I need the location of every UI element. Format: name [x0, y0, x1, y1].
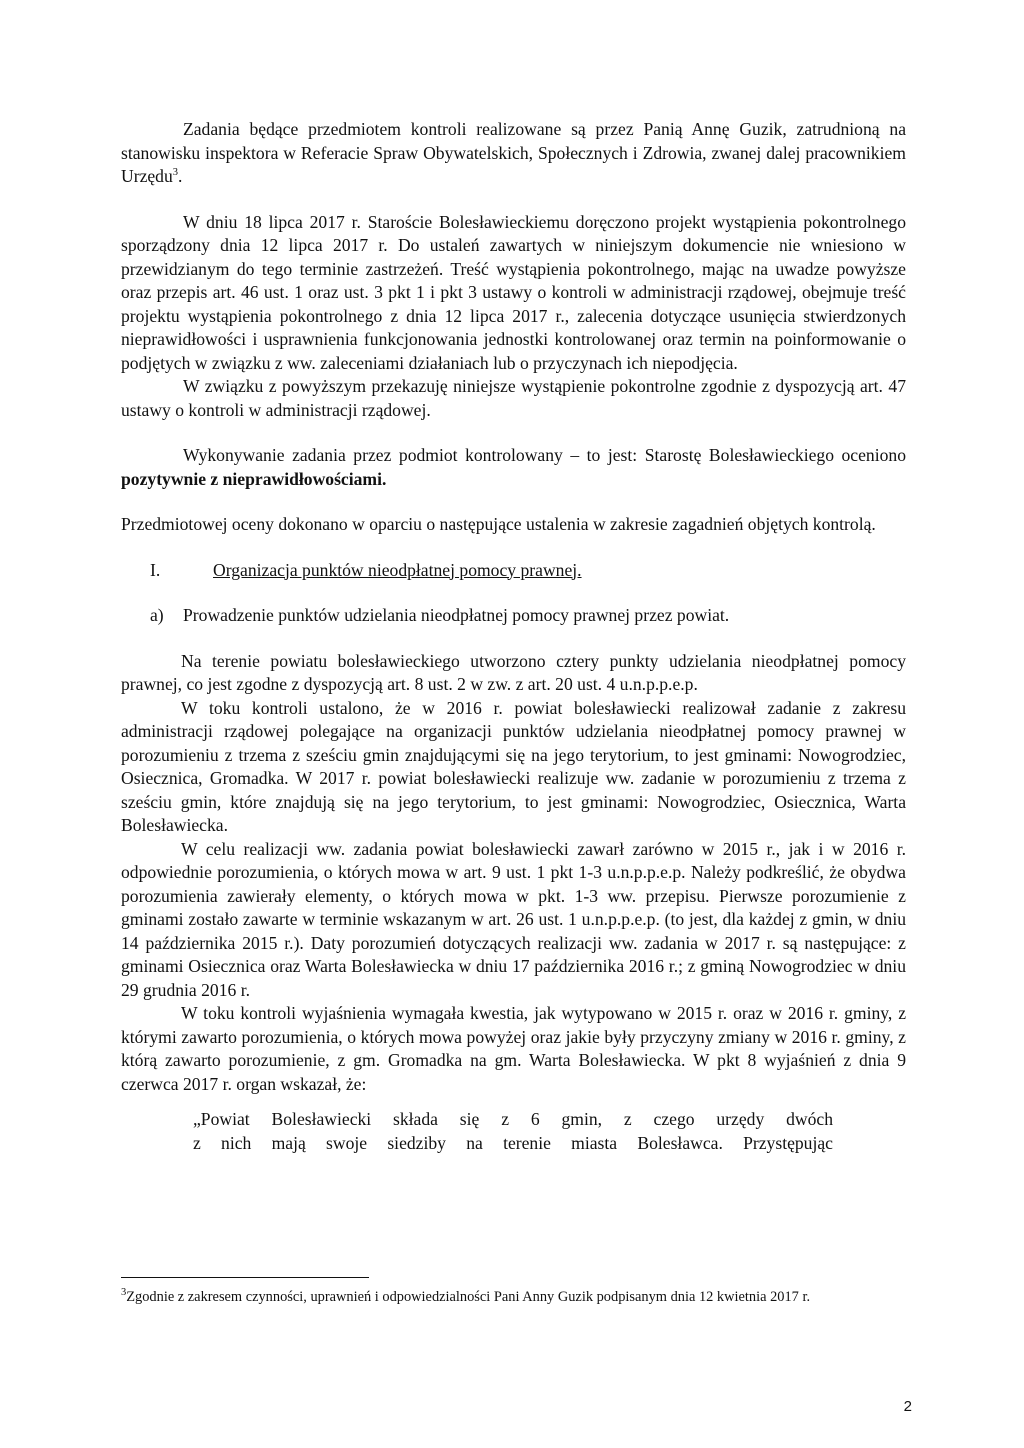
- paragraph-assessment: [121, 444, 906, 491]
- paragraph-text: Zadania będące przedmiotem kontroli realizowane są przez Panią Annę Guzik, zatrudnioną na stanowisku inspektora w Referacie Spraw Obywatelskich, Społecznych i Zdrowia, zwanej dalej pracownikiem Urzędu: [121, 119, 906, 186]
- footnote-separator: [121, 1277, 369, 1278]
- spacer: [121, 582, 906, 604]
- spacer: [121, 628, 906, 650]
- spacer: [121, 537, 906, 559]
- spacer: [121, 491, 906, 513]
- assessment-text: Wykonywanie zadania przez podmiot kontrolowany – to jest: Starostę Bolesławieckiego oceniono: [183, 445, 906, 465]
- page-body: [121, 118, 906, 1155]
- assessment-result: pozytywnie z nieprawidłowościami.: [121, 468, 387, 489]
- quote-line-2: z nich mają swoje siedziby na terenie miasta Bolesławca. Przystępując: [193, 1132, 833, 1153]
- paragraph-assignment: [121, 118, 906, 189]
- paragraph-delivery: W dniu 18 lipca 2017 r. Staroście Bolesławieckiemu doręczono projekt wystąpienia pokontrolnego sporządzony dnia 12 lipca 2017 r. Do ustaleń zawartych w niniejszym dokumencie nie wniesiono w przewidzianym do tego terminie zastrzeżeń. Treść wystąpienia pokontrolnego, mając na uwadze powyższe oraz przepis art. 46 ust. 1 oraz ust. 3 pkt 1 i pkt 3 ustawy o kontroli w administracji rządowej, obejmuje treść projektu wystąpienia pokontrolnego z dnia 12 lipca 2017 r., zalecenia dotyczące usunięcia stwierdzonych nieprawidłowości i usprawnienia funkcjonowania jednostki kontrolowanej oraz termin na poinformowanie o podjętych w związku z ww. zaleceniami działaniach lub o przyczynach ich niepodjęcia.: [121, 211, 906, 373]
- quote-line-1: „Powiat Bolesławiecki składa się z 6 gmin, z czego urzędy dwóch: [193, 1109, 833, 1129]
- footnote-reference: 3: [172, 167, 179, 179]
- subsection-number: a): [150, 605, 164, 625]
- paragraph-points: Na terenie powiatu bolesławieckiego utworzono cztery punkty udzielania nieodpłatnej pomocy prawnej, co jest zgodne z dyspozycją art. 8 ust. 2 w zw. z art. 20 ust. 4 u.n.p.p.e.p.: [121, 650, 906, 694]
- paragraph-transfer: W związku z powyższym przekazuję niniejsze wystąpienie pokontrolne zgodnie z dyspozycją art. 47 ustawy o kontroli w administracji rządowej.: [121, 376, 906, 420]
- page-number: 2: [903, 1398, 912, 1415]
- spacer: [121, 189, 906, 211]
- subsection-title: Prowadzenie punktów udzielania nieodpłatnej pomocy prawnej przez powiat.: [183, 605, 730, 625]
- paragraph-findings: W toku kontroli ustalono, że w 2016 r. powiat bolesławiecki realizował zadanie z zakresu administracji rządowej polegające na organizacji punktów udzielania nieodpłatnej pomocy prawnej w porozumieniu z trzema z sześciu gmin znajdującymi się na jego terytorium, to jest gminami: Nowogrodziec, Osiecznica, Gromadka. W 2017 r. powiat bolesławiecki realizuje ww. zadanie w porozumieniu z trzema z sześciu gmin, które znajdują się na jego terytorium, to jest gminami: Nowogrodziec, Osiecznica, Warta Bolesławiecka.: [121, 697, 906, 835]
- footnote: [121, 1288, 906, 1308]
- paragraph-explanation: W toku kontroli wyjaśnienia wymagała kwestia, jak wytypowano w 2015 r. oraz w 2016 r. gminy, z którymi zawarto porozumienia, o których mowa powyżej oraz jakie były przyczyny zmiany w 2016 r. gminy, z którą zawarto porozumienie, z gm. Gromadka na gm. Warta Bolesławiecka. W pkt 8 wyjaśnień z dnia 9 czerwca 2017 r. organ wskazał, że:: [121, 1003, 906, 1094]
- paragraph-tail: .: [178, 166, 183, 186]
- subsection-heading: [121, 604, 906, 628]
- section-title: Organizacja punktów nieodpłatnej pomocy prawnej.: [213, 559, 582, 580]
- spacer: [121, 422, 906, 444]
- section-heading: [121, 559, 906, 583]
- footnote-mark: 3: [121, 1287, 127, 1299]
- section-number: I.: [150, 559, 161, 580]
- paragraph-agreements: W celu realizacji ww. zadania powiat bolesławiecki zawarł zarówno w 2015 r., jak i w 2016 r. odpowiednie porozumienia, o których mowa w art. 9 ust. 1 pkt 1-3 u.n.p.p.e.p. Należy podkreślić, że obydwa porozumienia zawierały elementy, o których mowa w pkt. 1-3 ww. przepisu. Pierwsze porozumienie z gminami zostało zawarte w terminie wskazanym w art. 26 ust. 1 u.n.p.p.e.p. (to jest, dla każdej z gmin, w dniu 14 października 2015 r.). Daty porozumień dotyczących realizacji ww. zadania w 2017 r. są następujące: z gminami Osiecznica oraz Warta Bolesławiecka w dniu 17 października 2016 r.; z gminą Nowogrodziec w dniu 29 grudnia 2016 r.: [121, 838, 906, 1000]
- paragraph-basis: Przedmiotowej oceny dokonano w oparciu o następujące ustalenia w zakresie zagadnień objętych kontrolą.: [121, 514, 876, 534]
- spacer: [121, 1096, 906, 1108]
- footnote-text: Zgodnie z zakresem czynności, uprawnień i odpowiedzialności Pani Anny Guzik podpisanym dnia 12 kwietnia 2017 r.: [126, 1289, 811, 1305]
